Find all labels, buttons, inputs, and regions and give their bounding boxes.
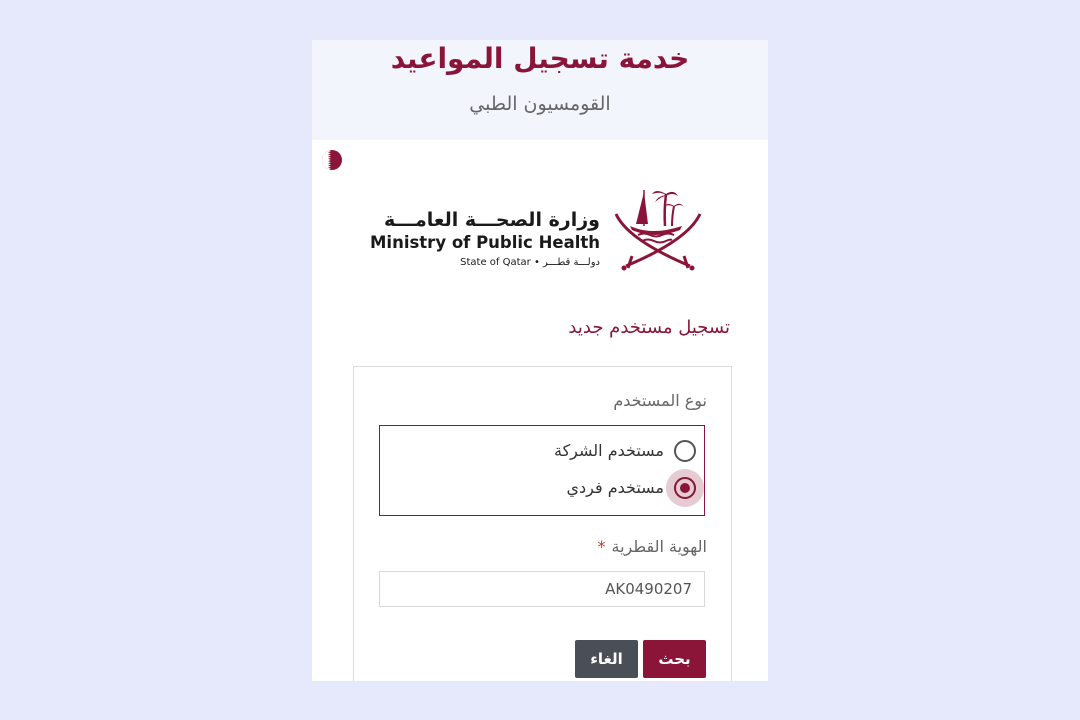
radio-checked-icon[interactable] bbox=[674, 477, 696, 499]
cancel-button[interactable]: الغاء bbox=[575, 640, 638, 678]
search-button[interactable]: بحث bbox=[643, 640, 706, 678]
radio-option-individual-user[interactable] bbox=[566, 473, 696, 503]
logo-english-text: Ministry of Public Health bbox=[370, 233, 600, 252]
qatar-id-label-text: الهوية القطرية bbox=[611, 537, 707, 556]
radio-option-company-user[interactable] bbox=[554, 436, 696, 466]
user-type-label: نوع المستخدم bbox=[613, 391, 707, 410]
qatar-id-input[interactable] bbox=[379, 571, 705, 607]
radio-label-individual-user: مستخدم فردي bbox=[566, 478, 664, 497]
page-title: خدمة تسجيل المواعيد bbox=[390, 42, 690, 75]
logo-state-text: State of Qatar • دولـــة قطـــر bbox=[460, 257, 600, 268]
ministry-logo bbox=[372, 180, 712, 272]
qatar-emblem-icon bbox=[608, 180, 708, 272]
registration-form-card bbox=[353, 366, 732, 681]
user-type-radio-group bbox=[379, 425, 705, 516]
page-subtitle: القومسيون الطبي bbox=[469, 93, 611, 115]
page-header bbox=[312, 40, 768, 140]
mobile-screen bbox=[312, 40, 768, 681]
radio-unchecked-icon[interactable] bbox=[674, 440, 696, 462]
qatar-flag-icon[interactable] bbox=[322, 150, 342, 170]
radio-label-company-user: مستخدم الشركة bbox=[553, 441, 664, 460]
qatar-id-label bbox=[598, 535, 707, 559]
required-marker: * bbox=[597, 537, 606, 556]
logo-arabic-text: وزارة الصحـــة العامـــة bbox=[384, 209, 600, 231]
section-title: تسجيل مستخدم جديد bbox=[568, 317, 730, 338]
